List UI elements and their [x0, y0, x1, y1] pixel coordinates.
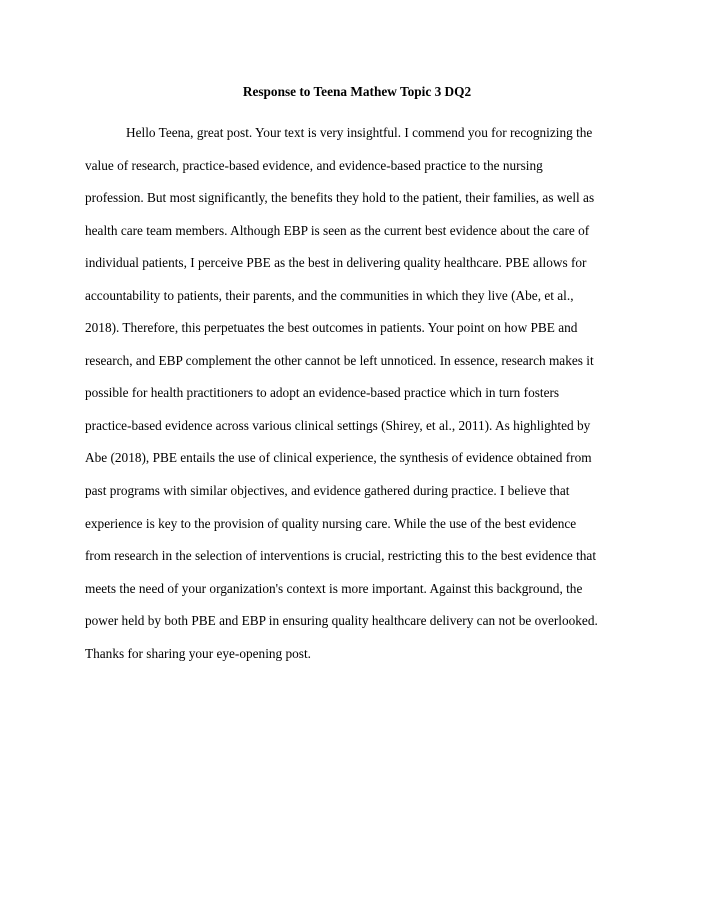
document-title: Response to Teena Mathew Topic 3 DQ2	[242, 84, 472, 99]
paragraph-line: Abe (2018), PBE entails the use of clinical experience, the synthesis of evidence obtained from	[85, 450, 592, 466]
paragraph-line: accountability to patients, their parents, and the communities in which they live (Abe, et al.,	[85, 287, 574, 303]
paragraph-line: power held by both PBE and EBP in ensuring quality healthcare delivery can not be overlooked.	[85, 613, 598, 629]
paragraph-line: possible for health practitioners to adopt an evidence-based practice which in turn fosters	[85, 385, 560, 401]
body-paragraph	[85, 122, 645, 675]
paragraph-line: Hello Teena, great post. Your text is very insightful. I commend you for recognizing the	[126, 125, 593, 140]
paragraph-line: profession. But most significantly, the benefits they hold to the patient, their families, as well as	[85, 190, 595, 206]
paragraph-line: health care team members. Although EBP is seen as the current best evidence about the care of	[85, 222, 590, 238]
paragraph-line: 2018). Therefore, this perpetuates the best outcomes in patients. Your point on how PBE and	[85, 320, 578, 336]
paragraph-line: individual patients, I perceive PBE as the best in delivering quality healthcare. PBE allows for	[85, 255, 587, 271]
paragraph-line: research, and EBP complement the other cannot be left unnoticed. In essence, research makes it	[85, 352, 594, 368]
paragraph-line: experience is key to the provision of quality nursing care. While the use of the best evidence	[85, 515, 577, 531]
paragraph-line: Thanks for sharing your eye-opening post.	[85, 645, 311, 661]
paragraph-line: past programs with similar objectives, and evidence gathered during practice. I believe that	[85, 483, 570, 499]
paragraph-line: value of research, practice-based evidence, and evidence-based practice to the nursing	[85, 157, 543, 173]
paragraph-line: meets the need of your organization's context is more important. Against this background, the	[85, 580, 583, 596]
paragraph-line: from research in the selection of interventions is crucial, restricting this to the best evidence that	[85, 548, 597, 564]
paragraph-line: practice-based evidence across various clinical settings (Shirey, et al., 2011). As highlighted by	[85, 417, 591, 433]
